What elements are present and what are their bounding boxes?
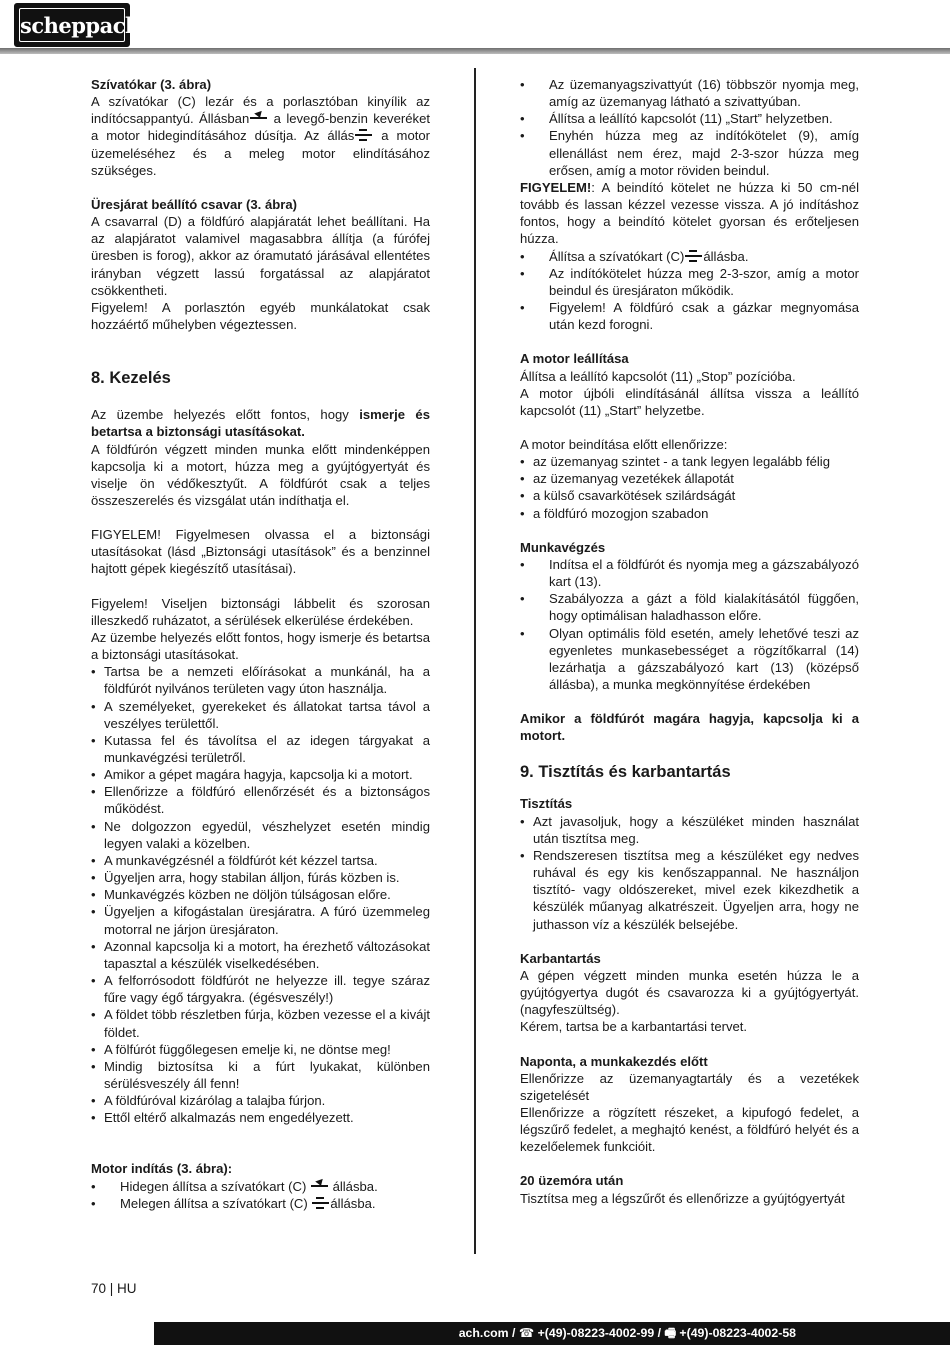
check-list — [520, 453, 859, 522]
stop-heading: A motor leállítása — [520, 351, 629, 367]
choke-text-2: a levegő-benzin keveréket a motor hidegindításához dúsítja. Az állás — [91, 111, 430, 144]
safety-list — [91, 663, 430, 1126]
choke-text-3: a motor üzemeléséhez és a meleg motor elindításához szükséges. — [91, 128, 431, 178]
right-column — [520, 76, 859, 1207]
after-choke-end: állásba. — [703, 248, 749, 264]
list-item — [520, 248, 859, 265]
idle-paragraph: A csavarral (D) a földfúró alapjáratát lehet beállítani. Ha az alapjáratot valamivel magasabbra állítja (a fúrófej üresben is forog), akkor az óramutató járásával ellentétes irányban végzett lassú forgatással az alapjáratot csökkentheti. — [91, 214, 430, 298]
choke-open-icon — [354, 129, 373, 141]
start-cold-end: állásba. — [328, 1178, 378, 1194]
column-divider — [474, 68, 476, 1254]
after-choke-text: Állítsa a szívatókart (C) — [549, 248, 685, 264]
choke-heading: Szívatókar (3. ábra) — [91, 77, 212, 92]
after-start-list — [520, 248, 859, 334]
operation-intro — [91, 406, 430, 440]
warning-paragraph — [520, 179, 859, 248]
list-item: • Tartsa be a nemzeti előírásokat a munkánál, ha a földfúrót nyilvános területen vagy úton használja. — [91, 663, 430, 697]
operation-intro-bold: ismerje és betartsa a biztonsági utasításokat. — [91, 407, 430, 440]
start-list — [91, 1178, 430, 1212]
daily-paragraph-1: Ellenőrizze az üzemanyagtartály és a vezetékek szigetelését — [520, 1070, 859, 1103]
list-item: • Rendszeresen tisztítsa meg a készüléket egy nedves ruhával és egy kis kenőszappannal. Ne használjon tisztító- vagy oldószereket, mivel ezek kikezdhetik a készülék műanyag alkatrészeit. Ügyeljen arra, hogy ne juthasson víz a készülék belsejébe. — [520, 847, 859, 933]
footer-spacer — [0, 1322, 154, 1345]
list-item: • Az indítókötelet húzza meg 2-3-szor, amíg a motor beindul és üresjáraton működik. — [520, 265, 859, 299]
daily-heading: Naponta, a munkakezdés előtt — [520, 1053, 708, 1069]
start-warm-end: állásba. — [330, 1195, 376, 1211]
list-item: • az üzemanyag szintet - a tank legyen legalább félig — [520, 453, 859, 470]
list-item: • Figyelem! A földfúró csak a gázkar megnyomása után kezd forogni. — [520, 299, 859, 333]
maintenance-paragraph-1: A gépen végzett minden munka esetén húzza le a gyújtógyertya dugót és csavarozza ki a gyújtógyertyát. (nagyfeszültség). — [520, 967, 859, 1018]
header-rule — [0, 48, 950, 54]
footer-contact: ach.com / ☎ +(49)-08223-4002-99 / 🖷 +(49)-08223-4002-58 — [458, 1326, 796, 1340]
choke-closed-icon — [310, 1180, 329, 1192]
page-header — [0, 0, 950, 50]
list-item: • Ettől eltérő alkalmazás nem engedélyezett. — [91, 1109, 430, 1126]
start-steps-list — [520, 76, 859, 179]
list-item: • Munkavégzés közben ne döljön túlságosan előre. — [91, 886, 430, 903]
list-item: • Állítsa a leállító kapcsolót (11) „Start” helyzetben. — [520, 110, 859, 127]
leave-note: Amikor a földfúrót magára hagyja, kapcsolja ki a motort. — [520, 711, 859, 744]
clean-heading: Tisztítás — [520, 796, 573, 812]
idle-heading: Üresjárat beállító csavar (3. ábra) — [91, 196, 297, 212]
list-item — [91, 1178, 430, 1195]
choke-text-1: A szívatókar (C) lezár és a porlasztóban kinyílik az indítócsappantyú. Állásban — [91, 94, 430, 127]
stop-paragraph-2: A motor újbóli elindításánál állítsa vissza a leállító kapcsolót (11) „Start” helyzetbe. — [520, 385, 859, 418]
list-item — [91, 1195, 430, 1212]
hours-20-heading: 20 üzemóra után — [520, 1173, 624, 1189]
operation-paragraph-1: A földfúrón végzett minden munka előtt mindenképpen kapcsolja ki a motort, húzza meg a gyújtógyertyát és viselje ön védőkesztyűt. A földfúrót csak a teljes összeszerelés és vizsgálat után indíthatja el. — [91, 441, 430, 508]
list-item: • A földet több részletben fúrja, közben vezesse el a kivájt földet. — [91, 1006, 430, 1040]
check-intro: A motor beindítása előtt ellenőrizze: — [520, 436, 728, 452]
left-column — [91, 76, 430, 1212]
list-item: • Enyhén húzza meg az indítókötelet (9), amíg ellenállást nem érez, majd 2-3-szor húzza meg erősen, amíg a motor röviden beindul. — [520, 127, 859, 178]
list-item: • az üzemanyag vezetékek állapotát — [520, 470, 859, 487]
work-heading: Munkavégzés — [520, 539, 606, 555]
work-list — [520, 556, 859, 693]
list-item: • Kutassa fel és távolítsa el az idegen tárgyakat a munkavégzési területről. — [91, 732, 430, 766]
operation-paragraph-4: Az üzembe helyezés előtt fontos, hogy ismerje és betartsa a biztonsági utasításokat. — [91, 629, 430, 663]
start-cold-text: Hidegen állítsa a szívatókart (C) — [120, 1178, 310, 1194]
start-heading: Motor indítás (3. ábra): — [91, 1161, 233, 1177]
section-9-title: 9. Tisztítás és karbantartás — [520, 763, 731, 782]
list-item: • a földfúró mozogjon szabadon — [520, 505, 859, 522]
list-item: • A földfúróval kizárólag a talajba fúrjon. — [91, 1092, 430, 1109]
list-item: • Azonnal kapcsolja ki a motort, ha érezhető változásokat tapasztal a készülék viselkedésében. — [91, 938, 430, 972]
operation-intro-text: Az üzembe helyezés előtt fontos, hogy — [91, 407, 360, 423]
stop-paragraph-1: Állítsa a leállító kapcsolót (11) „Stop” pozícióba. — [520, 368, 796, 384]
idle-warning: Figyelem! A porlasztón egyéb munkálatokat csak hozzáértő műhelyben végeztessen. — [91, 299, 430, 333]
operation-paragraph-2: FIGYELEM! Figyelmesen olvassa el a biztonsági utasításokat (lásd „Biztonsági utasítások” és a benzinnel hajtott gépek kiegészítő utasításai). — [91, 527, 430, 577]
choke-closed-icon — [249, 112, 268, 124]
daily-paragraph-2: Ellenőrizze a rögzített részeket, a kipufogó fedelet, a légszűrő fedelet, a meghajtó kenést, a földfúró helyét és a kezelőelemek funkcióit. — [520, 1104, 859, 1155]
maintenance-heading: Karbantartás — [520, 950, 601, 966]
choke-open-icon — [311, 1197, 330, 1209]
hours-20-paragraph: Tisztítsa meg a légszűrőt és ellenőrizze a gyújtógyertyát — [520, 1190, 845, 1206]
list-item: • Szabályozza a gázt a föld kialakításától függően, hogy optimálisan haladhasson előre. — [520, 590, 859, 624]
brand-logo — [14, 3, 140, 47]
clean-list — [520, 813, 859, 933]
list-item: • Mindig biztosítsa ki a fúrt lyukakat, különben sérülésveszély áll fenn! — [91, 1058, 430, 1092]
list-item: • A munkavégzésnél a földfúrót két kézzel tartsa. — [91, 852, 430, 869]
list-item: • A felforrósodott földfúrót ne helyezze ill. tegye száraz fűre vagy égő tárgyakra. (égésveszély!) — [91, 972, 430, 1006]
brand-logo-text: scheppach — [19, 8, 125, 42]
list-item: • Amikor a gépet magára hagyja, kapcsolja ki a motort. — [91, 766, 430, 783]
choke-open-icon — [684, 250, 703, 262]
list-item: • Ellenőrizze a földfúró ellenőrzését és a biztonságos működést. — [91, 783, 430, 817]
list-item: • Olyan optimális föld esetén, amely lehetővé teszi az egyenletes munkasebességet a rögzítőkarral (14) lezárhatja a gázszabályozó kart (13) (középső állásba), a munka megkönnyítése érdekében — [520, 625, 859, 694]
list-item: • Ügyeljen a kifogástalan üresjáratra. A fúró üzemmeleg motorral ne járjon üresjáraton. — [91, 903, 430, 937]
warning-text: : A beindító kötelet ne húzza ki 50 cm-nél tovább és lassan kézzel vezesse vissza. A jó indításhoz fontos, hogy a beindító kötelet gyorsan és erőteljesen húzza. — [520, 179, 859, 247]
list-item: • Indítsa el a földfúrót és nyomja meg a gázszabályozó kart (13). — [520, 556, 859, 590]
start-warm-text: Melegen állítsa a szívatókart (C) — [120, 1195, 312, 1211]
section-8-title: 8. Kezelés — [91, 369, 171, 388]
list-item: • Ügyeljen arra, hogy stabilan álljon, fúrás közben is. — [91, 869, 430, 886]
warning-label: FIGYELEM! — [520, 179, 592, 195]
list-item: • a külső csavarkötések szilárdságát — [520, 487, 859, 504]
list-item: • Ne dolgozzon egyedül, vészhelyzet esetén mindig legyen valaki a közelben. — [91, 818, 430, 852]
list-item: • Azt javasoljuk, hogy a készüléket minden használat után tisztítsa meg. — [520, 813, 859, 847]
list-item: • A fölfúrót függőlegesen emelje ki, ne döntse meg! — [91, 1041, 430, 1058]
list-item: • Az üzemanyagszivattyút (16) többször nyomja meg, amíg az üzemanyag látható a szivattyúban. — [520, 76, 859, 110]
choke-paragraph — [91, 93, 430, 179]
maintenance-paragraph-2: Kérem, tartsa be a karbantartási tervet. — [520, 1019, 748, 1035]
page-number: 70 | HU — [91, 1281, 137, 1296]
list-item: • A személyeket, gyerekeket és állatokat tartsa távol a veszélyes területtől. — [91, 698, 430, 732]
operation-paragraph-3: Figyelem! Viseljen biztonsági lábbelit és szorosan illeszkedő ruházatot, a sérülések elkerülése érdekében. — [91, 595, 430, 628]
